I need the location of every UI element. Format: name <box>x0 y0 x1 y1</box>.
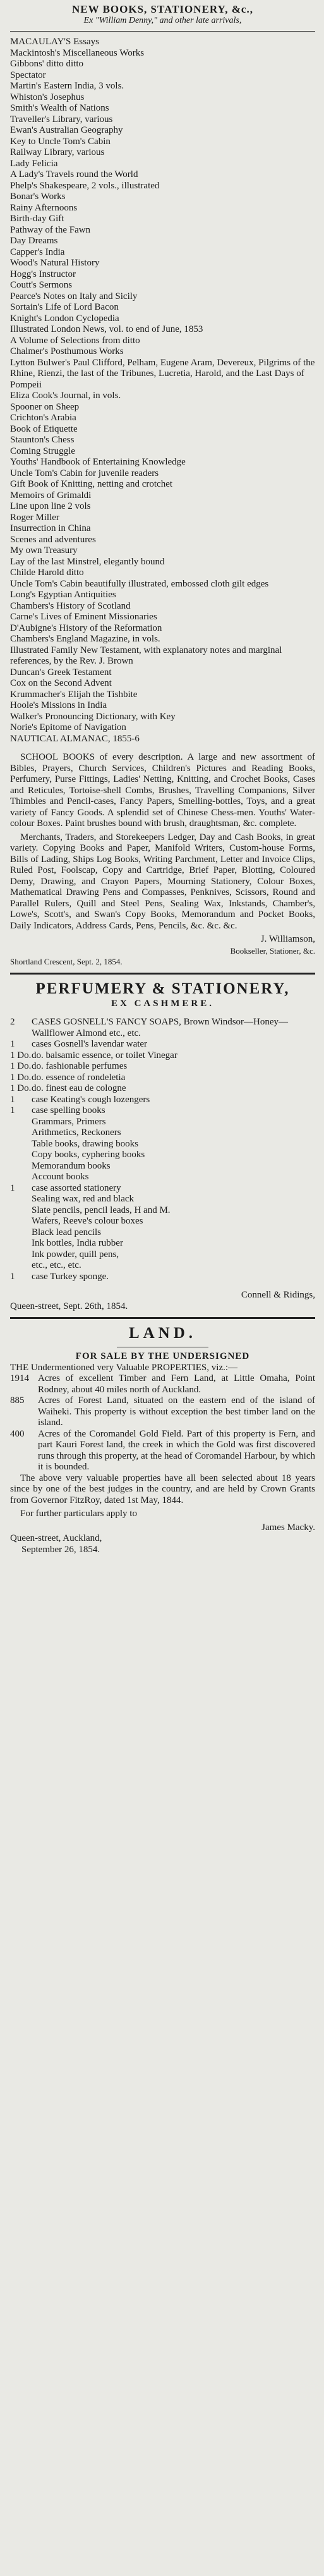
item-quantity <box>10 1238 32 1249</box>
item-description: Memorandum books <box>32 1160 111 1171</box>
divider <box>10 1317 315 1319</box>
lot-acreage: 885 <box>10 1395 25 1406</box>
lot-acreage: 1914 <box>10 1373 29 1383</box>
item-description: Copy books, cyphering books <box>32 1150 145 1160</box>
perfumery-item <box>10 1017 315 1039</box>
land-signature: James Macky. <box>261 1522 315 1533</box>
book-item: Martin's Eastern India, 3 vols. <box>10 81 124 91</box>
item-description: Grammars, Primers <box>32 1116 106 1127</box>
perfumery-item <box>10 1039 315 1050</box>
book-item: Birth-day Gift <box>10 214 64 224</box>
books-dateline: Shortland Crescent, Sept. 2, 1854. <box>10 957 123 966</box>
item-description: case Keating's cough lozengers <box>32 1094 150 1105</box>
perfumery-item <box>10 1127 315 1139</box>
item-description: do. finest eau de cologne <box>32 1083 126 1093</box>
book-item: Lady Felicia <box>10 158 58 169</box>
book-item: Sortain's Life of Lord Bacon <box>10 302 119 312</box>
land-lot <box>10 1395 315 1429</box>
book-item: A Lady's Travels round the World <box>10 169 138 179</box>
land-lot <box>10 1373 315 1395</box>
perfumery-item <box>10 1072 315 1084</box>
item-quantity <box>10 1161 32 1172</box>
book-item: Chambers's History of Scotland <box>10 600 131 611</box>
item-quantity: 1 <box>10 1182 15 1193</box>
item-quantity: 1 Do. <box>10 1083 32 1093</box>
perfumery-item <box>10 1205 315 1217</box>
divider <box>10 973 315 975</box>
books-subheading: Ex "William Denny," and other late arrivals, <box>83 15 242 25</box>
item-quantity: 1 <box>10 1094 15 1105</box>
perfumery-item <box>10 1139 315 1150</box>
item-quantity: 2 <box>10 1017 15 1027</box>
book-item: Illustrated London News, vol. to end of June, 1853 <box>10 324 203 334</box>
book-item: Ewan's Australian Geography <box>10 125 123 135</box>
book-item: Pathway of the Fawn <box>10 224 91 235</box>
item-quantity <box>10 1227 32 1239</box>
book-item: Railway Library, various <box>10 147 105 157</box>
item-quantity: 1 Do. <box>10 1072 32 1083</box>
books-paragraph: SCHOOL BOOKS of every description. A large and new assortment of Bibles, Prayers, Church Services, Children's Pictures and Reading Books, Perfumery, Purse Fittings, Ladies' Netting, Knitting, and Crochet Books, Cases and Reticules, Tortoise-shell Combs, Brushes, Travelling Companions, Silver Thimbles and Pencil-cases, Fancy Papers, Smelling-bottles, Toys, and a great variety of Fancy Goods. A splendid set of Chinese Chess-men. Youths' Water-colour Boxes. Paint brushes bound with brush, draughtsman, &c. complete. <box>10 752 315 829</box>
perfumery-item <box>10 1083 315 1095</box>
item-description: cases Gosnell's lavendar water <box>32 1039 148 1049</box>
book-item: Capper's India <box>10 246 65 257</box>
books-signature-title: Bookseller, Stationer, &c. <box>230 945 315 956</box>
spacer <box>10 1282 315 1290</box>
book-item: Spectator <box>10 70 46 80</box>
perfumery-item <box>10 1117 315 1128</box>
item-description: Ink bottles, India rubber <box>32 1238 123 1248</box>
book-item: Uncle Tom's Cabin for juvenile readers <box>10 468 159 478</box>
perfumery-item <box>10 1227 315 1239</box>
books-advertisement <box>10 4 315 968</box>
lot-description: Acres of the Coromandel Gold Field. Part of this property is Fern, and part Kauri Forest land, the creek in which the Gold was first discovered runs through this property, at the head of Coromandel Harbour, by which it is bounded. <box>38 1428 315 1472</box>
perfumery-item <box>10 1061 315 1072</box>
perfumery-signature: Connell & Ridings, <box>241 1290 315 1300</box>
item-description: Ink powder, quill pens, <box>32 1249 119 1260</box>
book-item: Chalmer's Posthumous Works <box>10 346 124 356</box>
item-quantity: 1 <box>10 1105 15 1115</box>
book-item: Uncle Tom's Cabin beautifully illustrated, embossed cloth gilt edges <box>10 578 269 589</box>
books-list <box>10 37 315 744</box>
book-item: Walker's Pronouncing Dictionary, with Key <box>10 711 176 722</box>
item-description: Wafers, Reeve's colour boxes <box>32 1216 143 1226</box>
spacer <box>10 1009 315 1017</box>
book-item: Long's Egyptian Antiquities <box>10 590 116 600</box>
perfumery-item <box>10 1161 315 1172</box>
book-item: Wood's Natural History <box>10 258 100 268</box>
item-quantity: 1 <box>10 1271 15 1282</box>
book-item: Coming Struggle <box>10 446 75 456</box>
item-quantity <box>10 1172 32 1183</box>
land-paragraph: The above very valuable properties have all been selected about 18 years since by one of the best judges in the country, and are held by Crown Grants from Governor FitzRoy, dated 1st May, 1844. <box>10 1473 315 1505</box>
book-item: Line upon line 2 vols <box>10 501 91 511</box>
item-description: etc., etc., etc. <box>32 1260 81 1270</box>
item-description: case Turkey sponge. <box>32 1271 109 1282</box>
book-item: Whiston's Josephus <box>10 92 85 102</box>
item-description: case assorted stationery <box>32 1182 121 1193</box>
perfumery-item <box>10 1272 315 1283</box>
item-quantity <box>10 1216 32 1227</box>
book-item: Chambers's England Magazine, in vols. <box>10 634 160 644</box>
book-item: Youths' Handbook of Entertaining Knowledge <box>10 457 186 467</box>
land-advertisement <box>10 1324 315 1555</box>
item-quantity: 1 Do. <box>10 1061 32 1071</box>
book-item: Knight's London Cyclopedia <box>10 313 119 324</box>
book-item: Childe Harold ditto <box>10 568 84 578</box>
book-item: Illustrated Family New Testament, with explanatory notes and marginal references, by the Rev. J. Brown <box>10 645 282 666</box>
book-item: Coutt's Sermons <box>10 280 73 290</box>
book-item: Spooner on Sheep <box>10 401 80 412</box>
land-intro: THE Undermentioned very Valuable PROPERTIES, viz.:— <box>10 1362 238 1373</box>
item-quantity <box>10 1249 32 1261</box>
perfumery-item <box>10 1172 315 1183</box>
land-subheading: FOR SALE BY THE UNDERSIGNED <box>75 1351 250 1361</box>
item-quantity: 1 Do. <box>10 1050 32 1060</box>
book-item: Smith's Wealth of Nations <box>10 103 109 113</box>
item-quantity: 1 <box>10 1039 15 1049</box>
book-item: A Volume of Selections from ditto <box>10 335 140 346</box>
book-item: Gift Book of Knitting, netting and crotchet <box>10 479 173 489</box>
book-item: MACAULAY'S Essays <box>10 37 99 47</box>
book-item: Krummacher's Elijah the Tishbite <box>10 689 138 700</box>
item-description: Account books <box>32 1172 89 1182</box>
book-item: Gibbons' ditto ditto <box>10 59 84 69</box>
item-quantity <box>10 1150 32 1161</box>
book-item: Bonar's Works <box>10 191 66 202</box>
item-description: do. fashionable perfumes <box>32 1061 128 1071</box>
book-item: Carne's Lives of Eminent Missionaries <box>10 612 157 622</box>
book-item: Staunton's Chess <box>10 435 75 445</box>
book-item: Lytton Bulwer's Paul Clifford, Pelham, Eugene Aram, Devereux, Pilgrims of the Rhine, Rienzi, the last of the Tribunes, Lucretia, Harold, and the Last Days of Pompeii <box>10 357 315 390</box>
perfumery-item <box>10 1216 315 1227</box>
book-item: Phelp's Shakespeare, 2 vols., illustrated <box>10 180 160 191</box>
book-item: Key to Uncle Tom's Cabin <box>10 136 111 147</box>
item-description: do. balsamic essence, or toilet Vinegar <box>32 1050 177 1060</box>
land-heading: LAND. <box>128 1325 197 1342</box>
book-item: Lay of the last Minstrel, elegantly bound <box>10 556 165 567</box>
book-item: Eliza Cook's Journal, in vols. <box>10 391 121 401</box>
book-item: D'Aubigne's History of the Reformation <box>10 623 162 633</box>
books-paragraphs <box>10 752 315 932</box>
item-quantity <box>10 1205 32 1217</box>
book-item: Hoole's Missions in India <box>10 700 107 710</box>
item-quantity <box>10 1194 32 1205</box>
item-description: Arithmetics, Reckoners <box>32 1127 121 1138</box>
land-lot <box>10 1429 315 1473</box>
books-paragraph: Merchants, Traders, and Storekeepers Ledger, Day and Cash Books, in great variety. Copying Books and Paper, Manifold Writers, Custom-house Forms, Bills of Lading, Ships Log Books, Writing Parchment, Letter and Invoice Clips, Ruled Post, Foolscap, Copy and Cartridge, Brief Paper, Blotting, Coloured Demy, Drawing, and Crayon Papers, Mourning Stationery, Colour Boxes, Mathematical Drawing Pens and Compasses, Penknives, Scissors, Round and Parallel Rulers, Quill and Steel Pens, Sealing Wax, Inkstands, Chamber's, Lowe's, Scott's, and Swan's Copy Books, Memorandum and Pocket Books, Daily Indicators, Address Cards, Pens, Pencils, &c. &c. &c. <box>10 832 315 931</box>
book-item: Traveller's Library, various <box>10 114 113 125</box>
perfumery-list <box>10 1017 315 1282</box>
item-quantity <box>10 1139 32 1150</box>
perfumery-item <box>10 1194 315 1205</box>
book-item: Hogg's Instructor <box>10 269 76 279</box>
book-item: Book of Etiquette <box>10 423 78 434</box>
item-description: Table books, drawing books <box>32 1138 138 1149</box>
perfumery-item <box>10 1095 315 1106</box>
book-item: Rainy Afternoons <box>10 202 78 213</box>
perfumery-subheading: EX CASHMERE. <box>111 998 214 1009</box>
perfumery-item <box>10 1260 315 1272</box>
book-item: Roger Miller <box>10 512 59 523</box>
item-description: case spelling books <box>32 1105 105 1115</box>
book-item: Crichton's Arabia <box>10 413 76 423</box>
land-list <box>10 1373 315 1473</box>
perfumery-advertisement <box>10 980 315 1313</box>
lot-description: Acres of Forest Land, situated on the eastern end of the island of Waiheki. This property is without exception the best timber land on the island. <box>38 1395 315 1428</box>
book-item: Insurrection in China <box>10 523 91 533</box>
books-heading: NEW BOOKS, STATIONERY, &c., <box>72 3 253 15</box>
lot-description: Acres of excellent Timber and Fern Land, at Little Omaha, Point Rodney, about 40 miles north of Auckland. <box>38 1373 315 1395</box>
land-paragraphs <box>10 1473 315 1520</box>
book-item: Duncan's Greek Testament <box>10 667 112 677</box>
perfumery-item <box>10 1050 315 1062</box>
item-description: do. essence of rondeletia <box>32 1072 126 1083</box>
item-quantity <box>10 1127 32 1139</box>
perfumery-dateline: Queen-street, Sept. 26th, 1854. <box>10 1301 128 1311</box>
perfumery-heading: PERFUMERY & STATIONERY, <box>35 980 290 997</box>
perfumery-item <box>10 1183 315 1194</box>
item-quantity <box>10 1260 32 1272</box>
item-quantity <box>10 1117 32 1128</box>
perfumery-item <box>10 1150 315 1161</box>
land-dateline-1: Queen-street, Auckland, <box>10 1533 102 1543</box>
book-item: Norie's Epitome of Navigation <box>10 722 126 732</box>
book-item: My own Treasury <box>10 545 78 556</box>
spacer <box>10 744 315 752</box>
divider <box>10 31 315 32</box>
books-signature: J. Williamson, <box>260 934 315 944</box>
item-description: CASES GOSNELL'S FANCY SOAPS, Brown Windsor—Honey—Wallflower Almond etc., etc. <box>32 1017 289 1038</box>
land-paragraph: For further particulars apply to <box>20 1509 137 1519</box>
book-item: NAUTICAL ALMANAC, 1855-6 <box>10 733 140 744</box>
book-item: Scenes and adventures <box>10 534 96 545</box>
book-item: Mackintosh's Miscellaneous Works <box>10 47 145 58</box>
book-item: Pearce's Notes on Italy and Sicily <box>10 291 138 301</box>
perfumery-item <box>10 1105 315 1117</box>
item-description: Black lead pencils <box>32 1227 101 1237</box>
land-dateline-2: September 26, 1854. <box>21 1544 100 1555</box>
lot-acreage: 400 <box>10 1428 25 1439</box>
perfumery-item <box>10 1249 315 1261</box>
book-item: Memoirs of Grimaldi <box>10 490 92 501</box>
book-item: Day Dreams <box>10 236 58 246</box>
perfumery-item <box>10 1238 315 1249</box>
book-item: Cox on the Second Advent <box>10 678 112 688</box>
item-description: Sealing wax, red and black <box>32 1194 135 1204</box>
item-description: Slate pencils, pencil leads, H and M. <box>32 1205 171 1215</box>
